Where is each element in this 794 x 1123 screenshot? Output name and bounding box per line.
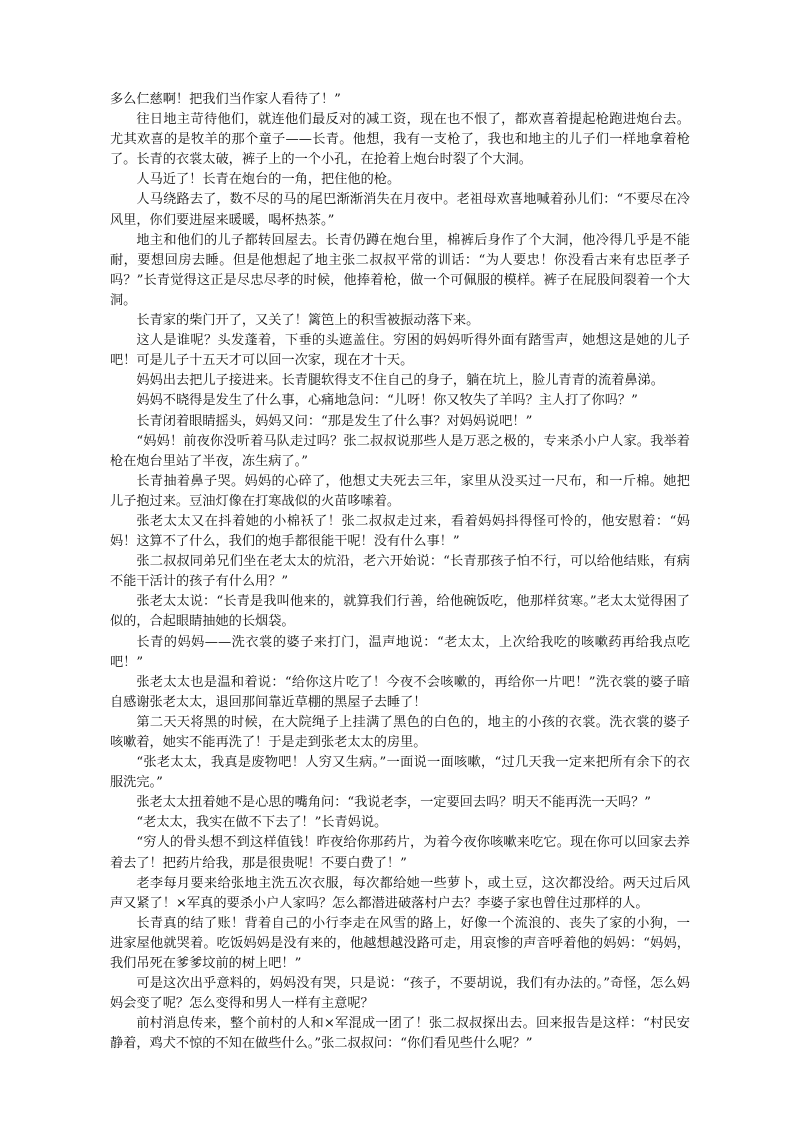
paragraph: 张老太太说：“长青是我叫他来的，就算我们行善，给他碗饭吃，他那样贫寒。”老太太觉得困了似的，合起眼睛抽她的长烟袋。 [110,594,690,630]
paragraph: 老李每月要来给张地主洗五次衣服，每次都给她一些萝卜，或土豆，这次都没给。两天过后风声又紧了！×军真的要杀小户人家吗？怎么都潜进破落村户去？李婆子家也曾住过那样的人。 [110,875,690,911]
paragraph: 地主和他们的儿子都转回屋去。长青仍蹲在炮台里，棉裤后身作了个大洞，他冷得几乎是不能耐，要想回房去睡。但是他想起了地主张二叔叔平常的训话：“为人要忠！你没看古来有忠臣孝子吗？”长青觉得这正是尽忠尽孝的时候，他捧着枪，做一个可佩服的模样。裤子在屁股间裂着一个大洞。 [110,232,690,308]
paragraph: 长青抽着鼻子哭。妈妈的心碎了，他想丈夫死去三年，家里从没买过一尺布，和一斤棉。她把儿子抱过来。豆油灯像在打寒战似的火苗哆嗦着。 [110,473,690,509]
paragraph: 长青的妈妈——洗衣裳的婆子来打门，温声地说：“老太太，上次给我吃的咳嗽药再给我点吃吧！” [110,634,690,670]
paragraph: 张二叔叔同弟兄们坐在老太太的炕沿，老六开始说：“长青那孩子怕不行，可以给他结账，有病不能干活计的孩子有什么用？” [110,554,690,590]
paragraph: 这人是谁呢？头发蓬着，下垂的头遮盖住。穷困的妈妈听得外面有踏雪声，她想这是她的儿子吧！可是儿子十五天才可以回一次家，现在才十天。 [110,333,690,369]
paragraph: 往日地主苛待他们，就连他们最反对的减工资，现在也不恨了，都欢喜着提起枪跑进炮台去。尤其欢喜的是牧羊的那个童子——长青。他想，我有一支枪了，我也和地主的儿子们一样地拿着枪了。长青的衣裳太破，裤子上的一个小孔，在抢着上炮台时裂了个大洞。 [110,112,690,168]
paragraph: 长青家的柴门开了，又关了！篱笆上的积雪被振动落下来。 [136,313,480,329]
paragraph: 张老太太又在抖着她的小棉袄了！张二叔叔走过来，看着妈妈抖得怪可怜的，他安慰着：“妈妈！这算不了什么，我们的炮手都很能干呢！没有什么事！” [110,513,690,550]
paragraph: 长青闭着眼睛摇头，妈妈又问：“那是发生了什么事？对妈妈说吧！” [136,413,533,429]
paragraph: 第二天天将黑的时候，在大院绳子上挂满了黑色的白色的，地主的小孩的衣裳。洗衣裳的婆子咳嗽着，她实不能再洗了！于是走到张老太太的房里。 [110,714,690,750]
paragraph: 妈妈不晓得是发生了什么事，心痛地急问：“儿呀！你又牧失了羊吗？主人打了你吗？” [136,393,638,409]
paragraph: 可是这次出乎意料的，妈妈没有哭，只是说：“孩子，不要胡说，我们有办法的。”奇怪，怎么妈妈会变了呢？怎么变得和男人一样有主意呢？ [110,976,690,1012]
paragraph: “妈妈！前夜你没听着马队走过吗？张二叔叔说那些人是万恶之极的，专来杀小户人家。我举着枪在炮台里站了半夜，冻生病了。” [110,433,690,469]
paragraph: 前村消息传来，整个前村的人和×军混成一团了！张二叔叔探出去。回来报告是这样：“村民安静着，鸡犬不惊的不知在做些什么。”张二叔叔问：“你们看见些什么呢？” [110,1016,690,1052]
document-page [110,90,690,1055]
paragraph: “张老太太，我真是废物吧！人穷又生病。”一面说一面咳嗽，“过几天我一定来把所有余下的衣服洗完。” [110,755,690,791]
paragraph: 多么仁慈啊！把我们当作家人看待了！” [110,92,341,107]
paragraph: 人马近了！长青在炮台的一角，把住他的枪。 [136,172,401,188]
paragraph: 人马绕路去了，数不尽的马的尾巴渐渐消失在月夜中。老祖母欢喜地喊着孙儿们：“不要尽在冷风里，你们要进屋来暖暖，喝杯热茶。” [110,192,690,228]
paragraph: “老太太，我实在做不下去了！”长青妈说。 [136,815,388,831]
paragraph: 妈妈出去把儿子接进来。长青腿软得支不住自己的身子，躺在坑上，脸儿青青的流着鼻涕。 [136,373,664,389]
paragraph: 长青真的结了账！背着自己的小行李走在风雪的路上，好像一个流浪的、丧失了家的小狗，一进家屋他就哭着。吃饭妈妈是没有来的，他越想越没路可走，用哀惨的声音呼着他的妈妈：“妈妈，我们吊死在爹爹坟前的树上吧！” [110,915,690,972]
paragraph: 张老太太扭着她不是心思的嘴角问：“我说老李，一定要回去吗？明天不能再洗一天吗？” [136,795,651,811]
paragraph: “穷人的骨头想不到这样值钱！昨夜给你那药片，为着今夜你咳嗽来吃它。现在你可以回家去养着去了！把药片给我，那是很贵呢！不要白费了！” [110,835,690,871]
paragraph: 张老太太也是温和着说：“给你这片吃了！今夜不会咳嗽的，再给你一片吧！”洗衣裳的婆子暗自感谢张老太太，退回那间靠近草棚的黑屋子去睡了！ [110,674,690,710]
